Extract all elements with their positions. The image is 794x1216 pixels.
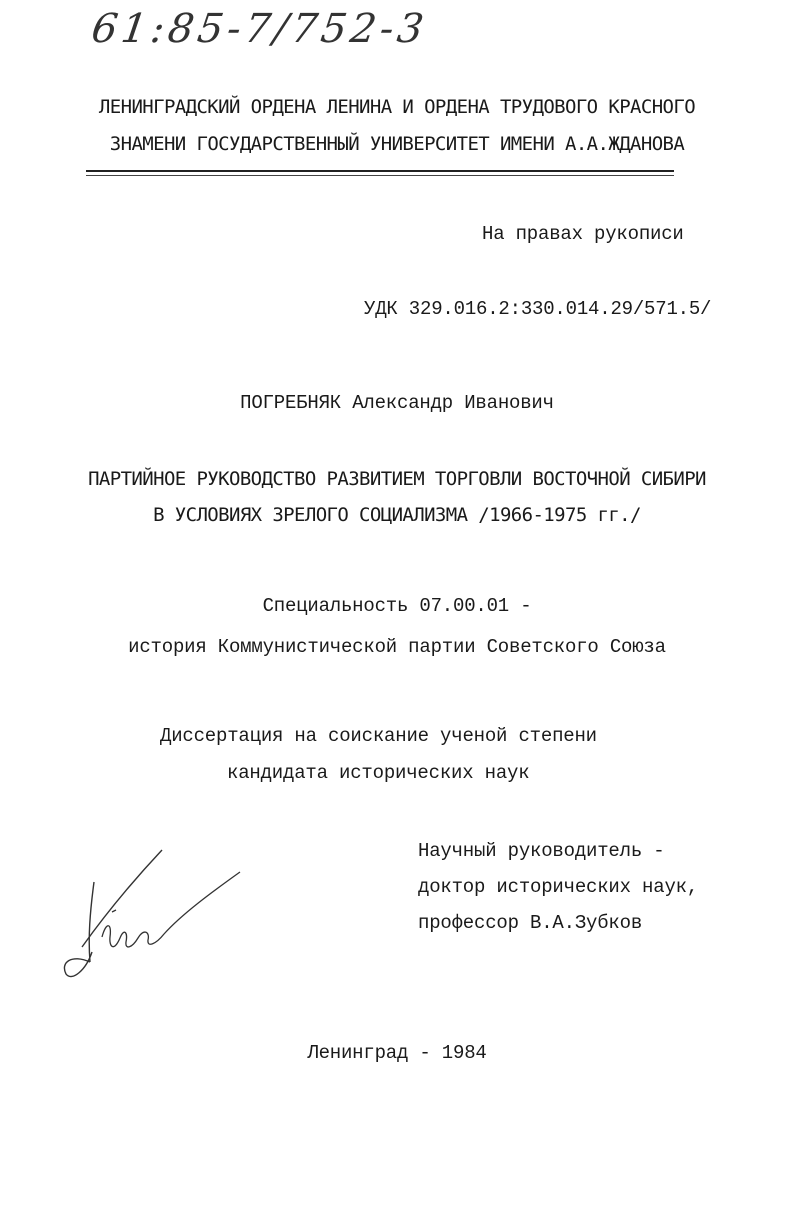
supervisor-title: Научный руководитель - [418,840,665,862]
place-and-year: Ленинград - 1984 [307,1042,487,1064]
header-rule [86,170,674,172]
handwritten-signature [52,842,252,987]
manuscript-rights-note: На правах рукописи [482,223,684,245]
specialty-name: история Коммунистической партии Советского Союза [128,636,666,658]
degree-line-2: кандидата исторических наук [227,762,530,784]
author-name: ПОГРЕБНЯК Александр Иванович [240,392,554,414]
institution-line-1: ЛЕНИНГРАДСКИЙ ОРДЕНА ЛЕНИНА И ОРДЕНА ТРУДОВОГО КРАСНОГО [98,96,696,118]
institution-line-2: ЗНАМЕНИ ГОСУДАРСТВЕННЫЙ УНИВЕРСИТЕТ ИМЕНИ А.А.ЖДАНОВА [109,133,685,155]
archive-handwritten-mark: 61:85-7/752-3 [88,6,431,52]
thesis-title-line-1: ПАРТИЙНОЕ РУКОВОДСТВО РАЗВИТИЕМ ТОРГОВЛИ ВОСТОЧНОЙ СИБИРИ [88,468,706,490]
udc-code: УДК 329.016.2:330.014.29/571.5/ [364,298,712,320]
thesis-title-line-2: В УСЛОВИЯХ ЗРЕЛОГО СОЦИАЛИЗМА /1966-1975 гг./ [153,504,641,526]
supervisor-name: профессор В.А.Зубков [418,912,643,934]
supervisor-degree: доктор исторических наук, [418,876,699,898]
specialty-code: Специальность 07.00.01 - [262,595,532,617]
header-rule-secondary [86,175,674,176]
degree-line-1: Диссертация на соискание ученой степени [160,725,597,747]
